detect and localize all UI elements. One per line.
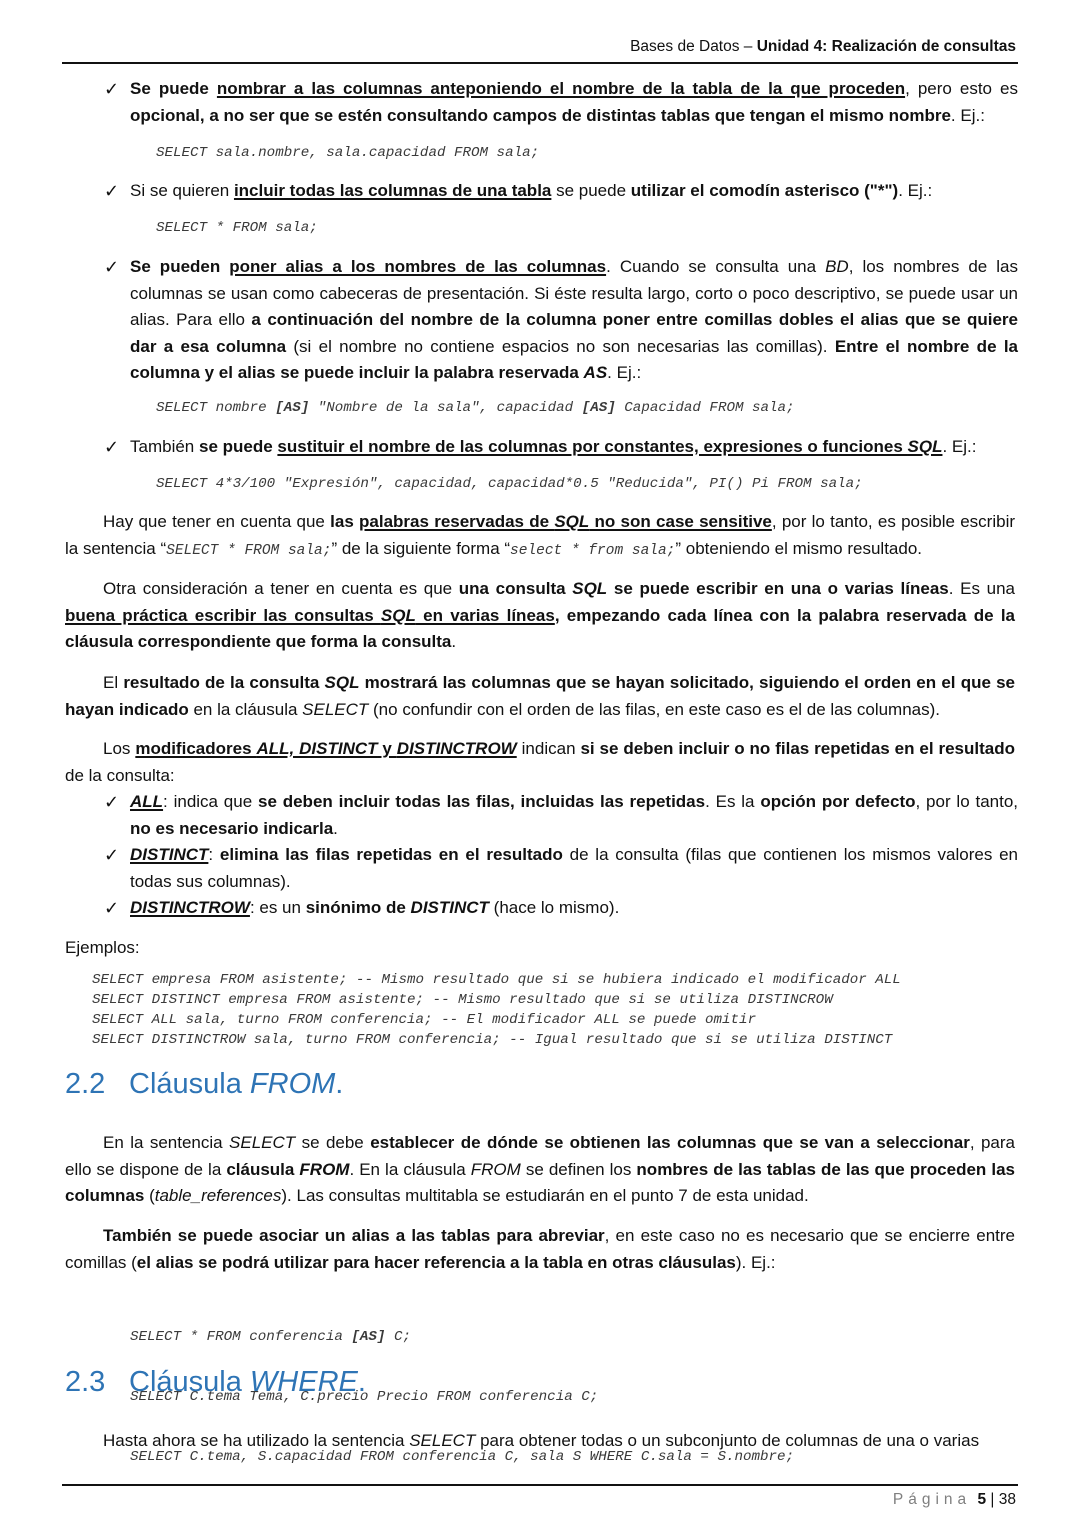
text-run: se definen los	[520, 1159, 637, 1179]
text-run: ). Las consultas multitabla se estudiarán en el punto 7 de esta unidad.	[281, 1186, 809, 1205]
check-icon: ✓	[104, 257, 120, 277]
text-run: ” de la siguiente forma “	[331, 538, 511, 558]
code-example-2: SELECT * FROM sala;	[156, 220, 318, 236]
text-run: [AS]	[581, 400, 616, 416]
paragraph-modifiers	[65, 736, 1015, 789]
text-run: se puede	[551, 181, 631, 200]
bullet-asterisk	[104, 178, 1018, 205]
text-run: SELECT	[229, 1133, 296, 1152]
text-run: SELECT	[409, 1431, 476, 1450]
paragraph-case-sensitive	[65, 509, 1015, 564]
section-heading-where	[65, 1366, 366, 1399]
text-run: sustituir el nombre de las columnas por constantes, expresiones o funciones	[277, 437, 908, 456]
text-run: Si se quieren	[130, 181, 234, 200]
text-run: y	[377, 739, 397, 758]
header-subject: Bases de Datos	[630, 38, 740, 55]
text-run: . Ej.:	[898, 181, 933, 200]
text-run: a continuación del nombre de la columna poner entre comillas dobles el alias que se quiere dar a esa columna	[130, 310, 1018, 356]
bullet-distinct-text	[130, 842, 1018, 895]
text-run: . Cuando se consulta una	[606, 257, 826, 276]
text-run: . En la cláusula	[349, 1159, 471, 1179]
text-run: . Es una	[948, 579, 1016, 598]
text-run: : indica que	[163, 792, 258, 811]
text-run: SELECT nombre	[156, 400, 276, 416]
text-run: , por lo tanto,	[915, 792, 1019, 811]
text-run: (si el nombre no contiene espacios no son necesarias las comillas).	[286, 336, 835, 356]
text-run: . Ej.:	[942, 437, 977, 456]
header-unit: Unidad 4: Realización de consultas	[756, 38, 1016, 55]
bullet-all	[104, 789, 1018, 842]
footer-page-number: 5	[977, 1491, 987, 1508]
paragraph-from-1	[65, 1130, 1015, 1210]
text-run: elimina las filas repetidas en el resultado	[219, 845, 563, 864]
bullet-distinctrow-text	[130, 895, 1018, 922]
text-run: en la cláusula	[188, 699, 303, 719]
text-run: resultado de la consulta	[123, 673, 325, 692]
section-number: 2.3	[65, 1366, 106, 1398]
paragraph-from-2	[65, 1223, 1015, 1276]
text-run: establecer de dónde se obtienen las columnas que se van a seleccionar	[370, 1133, 970, 1152]
text-run: el alias se podrá utilizar para hacer referencia a la tabla en otras cláusulas	[136, 1252, 736, 1272]
footer-rule	[62, 1484, 1018, 1486]
code-example-3	[156, 398, 795, 418]
text-run: se deben incluir todas las filas, incluidas las repetidas	[258, 792, 706, 811]
section-end: .	[335, 1068, 344, 1100]
text-run: "Nombre de la sala", capacidad	[309, 400, 582, 416]
text-run: SQL	[380, 605, 416, 625]
text-run: . Ej.:	[950, 105, 985, 125]
page-header	[64, 38, 1016, 62]
text-run: Hay que tener en cuenta que	[103, 512, 331, 531]
check-icon: ✓	[104, 181, 120, 201]
footer-separator: |	[986, 1491, 999, 1508]
text-run: SELECT * FROM sala;	[166, 542, 332, 559]
text-run: indican	[516, 739, 581, 758]
text-run: DISTINCTROW	[130, 898, 250, 917]
text-run: nombres de las tablas de las que proceden las columnas	[65, 1159, 1015, 1205]
text-run: En la sentencia	[103, 1133, 230, 1152]
text-run: Se puede	[130, 79, 217, 98]
text-run: Hasta ahora se ha utilizado la sentencia	[103, 1431, 410, 1450]
paragraph-result-order	[65, 670, 1015, 723]
section-number: 2.2	[65, 1068, 106, 1100]
text-run: (hace lo mismo).	[488, 898, 620, 917]
text-run: , empezando cada línea con la palabra reservada de la cláusula correspondiente que forma la consulta	[65, 605, 1015, 651]
text-run: se puede escribir en una o varias líneas	[607, 579, 949, 598]
text-run: palabras reservadas de	[359, 512, 555, 531]
section-keyword: WHERE	[249, 1366, 358, 1398]
text-run: . Ej.:	[607, 363, 642, 382]
text-run: .	[333, 818, 338, 838]
check-icon: ✓	[104, 845, 120, 865]
text-run: una consulta	[458, 579, 573, 598]
code-examples-modifiers: SELECT empresa FROM asistente; -- Mismo resultado que si se hubiera indicado el modificador ALL SELECT DISTINCT empresa FROM asistente; -- Mismo resultado que si se utiliza DISTINCROW SELECT ALL sala, turno FROM conferencia; -- El modificador ALL se puede omitir SELECT DISTINCTROW sala, turno FROM conferencia; -- Igual resultado que si se utiliza DISTINCT	[92, 972, 901, 1048]
text-run: , por lo tanto, es posible escribir la sentencia “	[65, 512, 1016, 558]
header-separator: –	[739, 38, 757, 55]
text-run: buena práctica escribir las consultas	[65, 605, 381, 625]
section-title: Cláusula	[129, 1068, 250, 1100]
text-run: También se puede asociar un alias a las tablas para abreviar	[103, 1226, 605, 1245]
text-run: ALL, DISTINCT	[256, 739, 378, 758]
text-run: , para ello se dispone de la	[65, 1133, 1015, 1179]
check-icon: ✓	[104, 437, 120, 457]
text-run: SELECT * FROM conferencia	[130, 1329, 352, 1345]
text-run: SELECT C.tema, S.capacidad FROM conferencia C, sala S WHERE C.sala = S.nombre;	[130, 1449, 795, 1465]
text-run: utilizar el comodín asterisco ("*")	[630, 181, 899, 200]
section-keyword: FROM	[249, 1068, 336, 1100]
text-run: nombrar a las columnas anteponiendo el nombre de la tabla de la que proceden	[216, 79, 906, 98]
text-run: las	[330, 512, 360, 531]
text-run: se debe	[295, 1133, 371, 1152]
paragraph-multiline	[65, 576, 1015, 656]
text-run: FROM	[299, 1159, 350, 1179]
text-run: : es un	[249, 898, 306, 917]
text-run: SQL	[554, 512, 590, 531]
text-run: Capacidad FROM sala;	[615, 400, 795, 416]
bullet-alias	[104, 254, 1018, 387]
bullet-distinct	[104, 842, 1018, 895]
footer-page-label: Página	[892, 1491, 972, 1508]
text-run: SQL	[907, 437, 943, 456]
text-run: [AS]	[351, 1329, 386, 1345]
text-run: modificadores	[135, 739, 257, 758]
bullet-column-prefix	[104, 76, 1018, 129]
text-run: se puede	[198, 437, 278, 456]
text-run: no son case sensitive	[589, 512, 772, 531]
text-run: .	[451, 632, 457, 651]
text-run: de la consulta:	[65, 765, 175, 785]
examples-label: Ejemplos:	[65, 938, 140, 957]
text-run: , pero esto es	[905, 79, 1018, 98]
text-run: SELECT C.tema Tema, C.precio Precio FROM conferencia C;	[130, 1389, 599, 1405]
text-run: DISTINCT	[130, 845, 209, 864]
text-run: :	[208, 845, 220, 864]
text-run: para obtener todas o un subconjunto de columnas de una o varias	[475, 1431, 980, 1450]
text-run: AS	[583, 363, 608, 382]
text-run: select * from sala;	[510, 542, 676, 559]
bullet-all-text	[130, 789, 1018, 842]
text-run: ). Ej.:	[735, 1252, 776, 1272]
text-run: poner alias a los nombres de las columnas	[229, 257, 607, 276]
text-run: , los nombres de las columnas se usan como cabeceras de presentación. Si éste resulta largo, corto o poco descriptivo, se puede usar un alias. Para ello	[130, 257, 1019, 329]
text-run: table_references	[154, 1186, 282, 1205]
text-run: de la consulta (filas que contienen los mismos valores en todas sus columnas).	[130, 845, 1018, 891]
code-example-1: SELECT sala.nombre, sala.capacidad FROM sala;	[156, 145, 540, 161]
bullet-alias-text	[130, 254, 1018, 387]
text-run: Los	[103, 739, 136, 758]
text-run: SQL	[324, 673, 360, 692]
check-icon: ✓	[104, 79, 120, 99]
text-run: mostrará las columnas que se hayan solicitado, siguiendo el orden en el que se hayan indicado	[65, 673, 1016, 719]
footer-page-total: 38	[998, 1491, 1016, 1508]
text-run: C;	[385, 1329, 411, 1345]
text-run: SQL	[572, 579, 608, 598]
page-footer	[64, 1491, 1016, 1509]
text-run: . Es la	[705, 792, 761, 811]
section-heading-from	[65, 1068, 343, 1101]
text-run: BD	[825, 257, 849, 276]
section-title: Cláusula	[129, 1366, 250, 1398]
bullet-column-prefix-text	[130, 76, 1018, 129]
code-line	[130, 1327, 794, 1347]
check-icon: ✓	[104, 898, 120, 918]
text-run: no es necesario indicarla	[130, 818, 334, 838]
text-run: ALL	[130, 792, 164, 811]
text-run: si se deben incluir o no filas repetidas en el resultado	[580, 739, 1015, 758]
code-example-4: SELECT 4*3/100 "Expresión", capacidad, capacidad*0.5 "Reducida", PI() Pi FROM sala;	[156, 476, 863, 492]
text-run: Se pueden	[130, 257, 230, 276]
text-run: ” obteniendo el mismo resultado.	[675, 538, 923, 558]
bullet-constants	[104, 434, 1018, 461]
section-end: .	[357, 1366, 366, 1398]
check-icon: ✓	[104, 792, 120, 812]
text-run: (no confundir con el orden de las filas, en este caso es el de las columnas).	[368, 699, 941, 719]
text-run: opción por defecto	[760, 792, 916, 811]
text-run: También	[130, 437, 199, 456]
text-run: [AS]	[275, 400, 310, 416]
text-run: SELECT	[302, 699, 369, 719]
paragraph-where	[65, 1428, 1015, 1455]
text-run: cláusula	[226, 1159, 300, 1179]
text-run: Otra consideración a tener en cuenta es que	[103, 579, 459, 598]
text-run: FROM	[470, 1159, 521, 1179]
bullet-distinctrow	[104, 895, 1018, 922]
text-run: DISTINCTROW	[396, 739, 517, 758]
bullet-asterisk-text	[130, 178, 1018, 205]
header-rule	[62, 62, 1018, 64]
text-run: incluir todas las columnas de una tabla	[233, 181, 552, 200]
text-run: El	[103, 673, 124, 692]
text-run: opcional, a no ser que se estén consultando campos de distintas tablas que tengan el mismo nombre	[130, 105, 951, 125]
text-run: DISTINCT	[410, 898, 489, 917]
text-run: sinónimo de	[305, 898, 411, 917]
text-run: Entre el nombre de la columna y el alias se puede incluir la palabra reservada	[130, 336, 1018, 382]
text-run: , en este caso no es necesario que se encierre entre comillas (	[65, 1226, 1015, 1272]
bullet-constants-text	[130, 434, 1018, 461]
text-run: (	[144, 1186, 155, 1205]
text-run: en varias líneas	[415, 605, 555, 625]
